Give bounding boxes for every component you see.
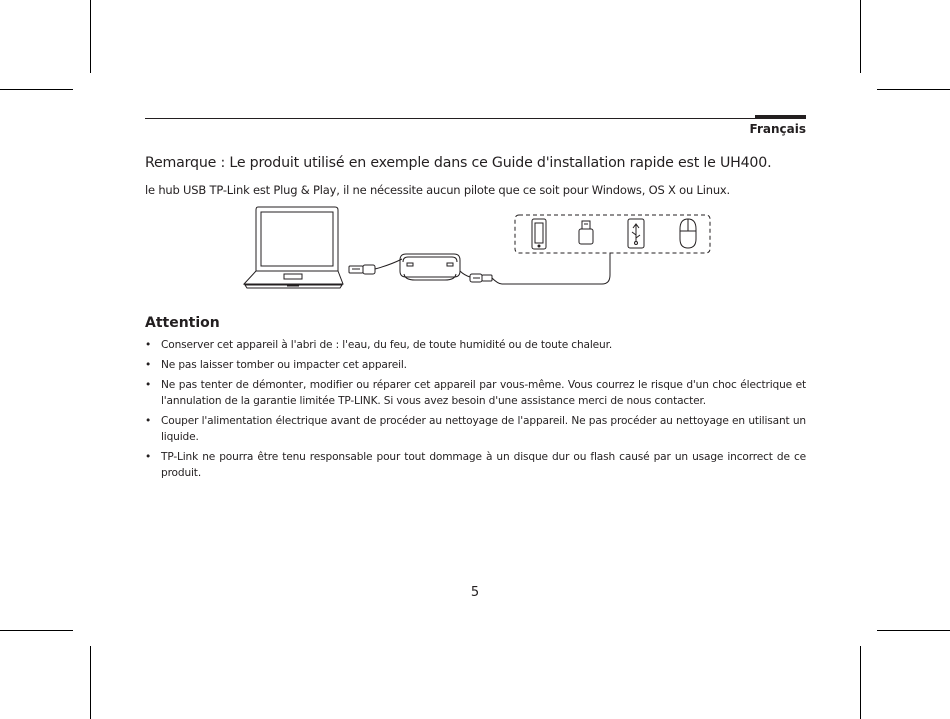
language-label: Français	[749, 122, 806, 136]
list-item	[145, 413, 806, 445]
list-item	[145, 449, 806, 481]
list-item	[145, 357, 806, 373]
laptop-icon	[244, 207, 343, 288]
usb-flash-drive-icon	[579, 221, 593, 244]
usb-device-icon	[628, 219, 644, 248]
list-item-text: TP-Link ne pourra être tenu responsable pour tout dommage à un disque dur ou flash causé par un usage incorrect de ce produit.	[161, 451, 806, 479]
note-text: Remarque : Le produit utilisé en exemple dans ce Guide d'installation rapide est le UH400.	[145, 155, 772, 171]
crop-mark	[860, 0, 861, 73]
crop-mark	[0, 630, 73, 631]
bullet: •	[145, 339, 152, 351]
list-item-text: Couper l'alimentation électrique avant de procéder au nettoyage de l'appareil. Ne pas procéder au nettoyage en utilisant un liquide.	[161, 415, 806, 443]
crop-mark	[0, 89, 73, 90]
crop-mark	[90, 646, 91, 719]
attention-list	[145, 337, 806, 485]
list-item	[145, 377, 806, 409]
bullet: •	[145, 359, 152, 371]
list-item	[145, 337, 806, 353]
usb-hub-icon	[400, 254, 460, 280]
bullet: •	[145, 415, 152, 427]
bullet: •	[145, 451, 152, 463]
language-tab-bar	[755, 115, 806, 119]
crop-mark	[877, 89, 950, 90]
list-item-text: Ne pas laisser tomber ou impacter cet appareil.	[161, 359, 407, 371]
list-item-text: Ne pas tenter de démonter, modifier ou réparer cet appareil par vous-même. Vous courrez le risque d'un choc électrique et l'annulation de la garantie limitée TP-LINK. Si vous avez besoin d'une assistance merci de nous contacter.	[161, 379, 806, 407]
bullet: •	[145, 379, 152, 391]
crop-mark	[877, 630, 950, 631]
crop-mark	[90, 0, 91, 73]
page-number: 5	[470, 585, 480, 600]
connection-diagram	[240, 205, 715, 297]
intro-text: le hub USB TP-Link est Plug & Play, il ne nécessite aucun pilote que ce soit pour Windows, OS X ou Linux.	[145, 183, 730, 197]
attention-heading: Attention	[145, 315, 220, 331]
usb-connector-icon	[349, 259, 402, 274]
crop-mark	[860, 646, 861, 719]
mouse-icon	[680, 219, 696, 248]
usb-connector-icon	[460, 253, 610, 284]
header-rule	[145, 118, 806, 119]
list-item-text: Conserver cet appareil à l'abri de : l'eau, du feu, de toute humidité ou de toute chaleur.	[161, 339, 613, 351]
phone-icon	[532, 219, 546, 249]
